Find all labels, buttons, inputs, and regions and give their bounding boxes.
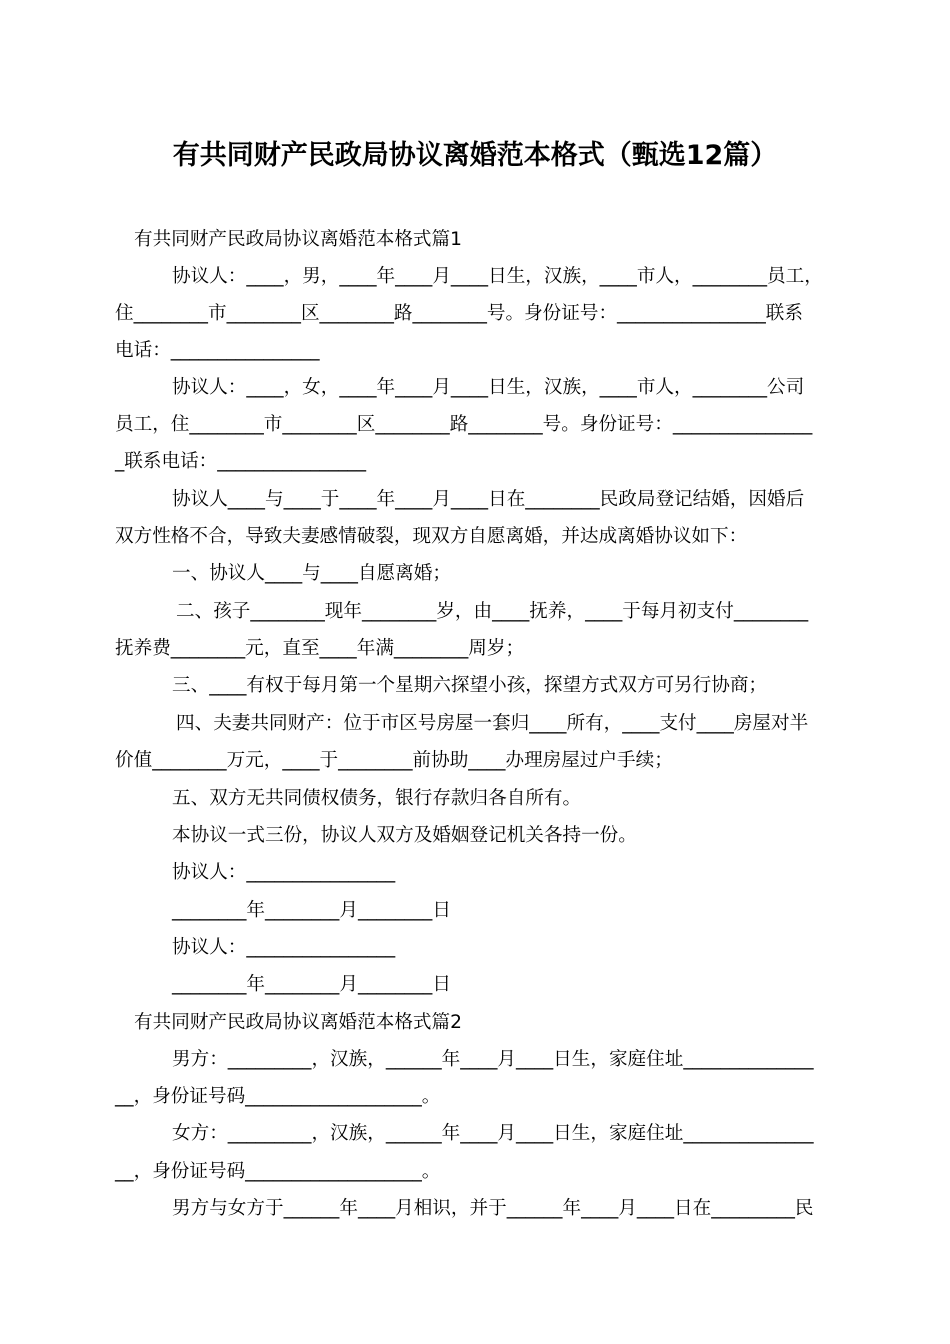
paragraph-line: 住________市________区________路________号。身份证号：________________联系 xyxy=(115,303,803,324)
paragraph-line: __，身份证号码___________________。 xyxy=(115,1161,441,1182)
date-line: ________年________月________日 xyxy=(172,974,451,995)
date-line: ________年________月________日 xyxy=(172,900,451,921)
document-title: 有共同财产民政局协议离婚范本格式（甄选12篇） xyxy=(172,140,778,171)
clause-line: 二、孩子________现年________岁，由____抚养，____于每月初支付________ xyxy=(176,601,809,622)
signature-line: 协议人：________________ xyxy=(172,937,396,958)
paragraph-line: __，身份证号码___________________。 xyxy=(115,1086,441,1107)
clause-line: 三、____有权于每月第一个星期六探望小孩，探望方式双方可另行协商； xyxy=(172,675,768,696)
section-heading-1: 有共同财产民政局协议离婚范本格式篇1 xyxy=(134,229,462,250)
clause-line: 四、夫妻共同财产：位于市区号房屋一套归____所有，____支付____房屋对半 xyxy=(176,713,809,734)
paragraph-line: 女方：_________，汉族，______年____月____日生，家庭住址______________ xyxy=(172,1123,814,1144)
clause-line: 抚养费________元，直至____年满________周岁； xyxy=(115,638,525,659)
signature-line: 协议人：________________ xyxy=(172,862,396,883)
paragraph-line: 本协议一式三份，协议人双方及婚姻登记机关各持一份。 xyxy=(172,825,637,846)
paragraph-line: 协议人____与____于____年____月____日在________民政局登记结婚，因婚后 xyxy=(172,489,805,510)
paragraph-line: _联系电话：________________ xyxy=(115,451,367,472)
clause-line: 一、协议人____与____自愿离婚； xyxy=(172,563,451,584)
paragraph-line: 男方与女方于______年____月相识，并于______年____月____日在_________民 xyxy=(172,1198,814,1219)
paragraph-line: 双方性格不合，导致夫妻感情破裂，现双方自愿离婚，并达成离婚协议如下： xyxy=(115,526,748,547)
paragraph-line: 电话：________________ xyxy=(115,340,320,361)
paragraph-line: 男方：_________，汉族，______年____月____日生，家庭住址______________ xyxy=(172,1049,814,1070)
paragraph-line: 协议人：____，女，____年____月____日生，汉族，____市人，________公司 xyxy=(172,377,805,398)
section-heading-2: 有共同财产民政局协议离婚范本格式篇2 xyxy=(134,1012,462,1033)
paragraph-line: 协议人：____，男，____年____月____日生，汉族，____市人，________员工， xyxy=(172,266,823,287)
clause-line: 价值________万元，____于________前协助____办理房屋过户手续； xyxy=(115,750,673,771)
clause-line: 五、双方无共同债权债务，银行存款归各自所有。 xyxy=(172,788,582,809)
paragraph-line: 员工，住________市________区________路________号。身份证号：_______________ xyxy=(115,414,813,435)
